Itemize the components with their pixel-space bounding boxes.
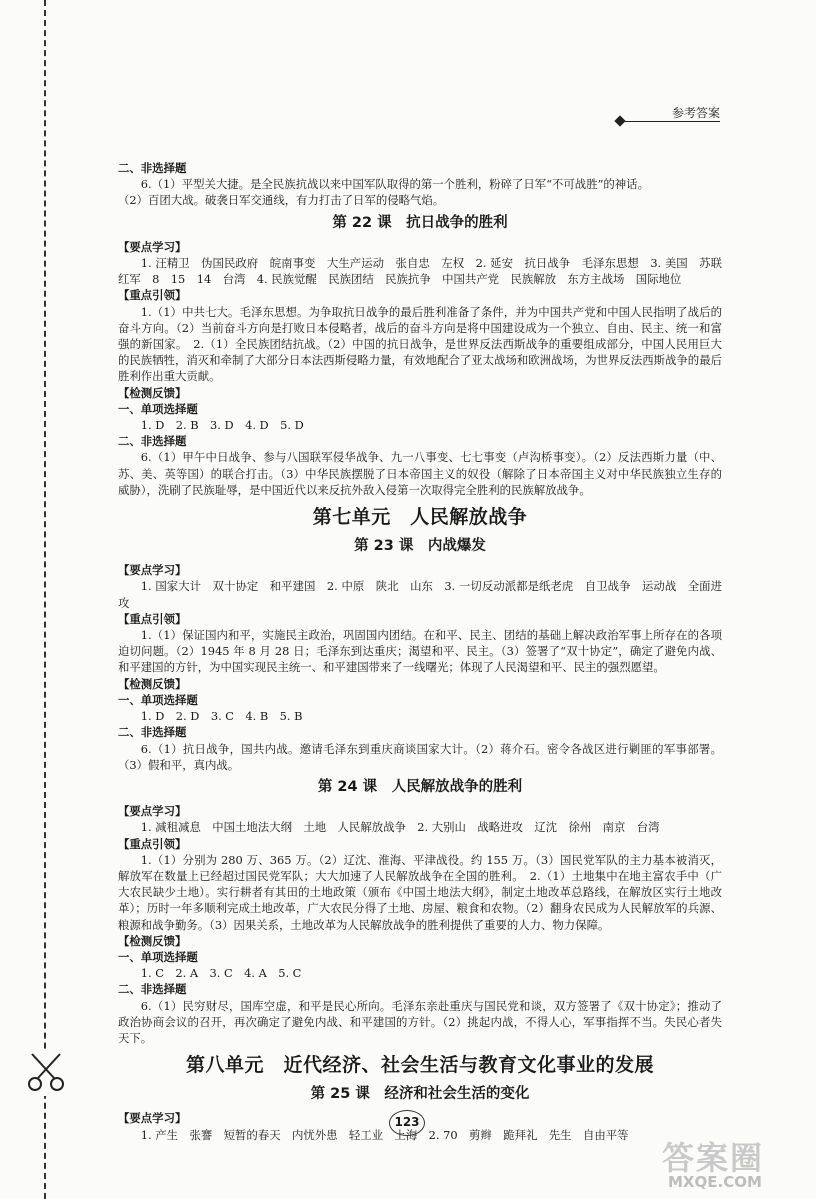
watermark-url: MXQE.COM [668, 1173, 762, 1191]
answer-paragraph: 1. D 2. D 3. C 4. B 5. B [140, 709, 303, 724]
page-header [620, 104, 720, 122]
answer-paragraph: 1.（1）分别为 280 万、365 万。（2）辽沈、淮海、平津战役。约 155 万。（3）国民党军队的主力基本被消灭，解放军在数量上已经超过国民党军队；大大加速了人民解放战争在全国的胜利。 2.（1）土地集中在地主富农手中（广大农民缺少土地）。实行耕者有其田的土地政策（颁布《中国土地法大纲》，制定土地改革总路线，在解放区实行土地改革）；历时一年多顺利完成土地改革，广大农民分得了土地、房屋、粮食和农物。（2）翻身农民成为人民解放军的兵源、粮源和战争勤务。（3）因果关系，土地改革为人民解放战争的胜利提供了重要的人力、物力保障。 [118, 852, 722, 932]
header-rule [620, 121, 720, 122]
answer-paragraph: 1. 汪精卫 伪国民政府 皖南事变 大生产运动 张自忠 左权 2. 延安 抗日战争 毛泽东思想 3. 美国 苏联红军 8 15 14 台湾 4. 民族觉醒 民族团结 民族抗争 中国共产党 民族解放 东方主战场 国际地位 [118, 256, 722, 287]
section-heading: 一、单项选择题 [118, 692, 198, 707]
diamond-icon [614, 115, 625, 126]
watermark-logo [662, 1133, 812, 1193]
section-heading: 二、非选择题 [118, 725, 187, 740]
answer-paragraph: 1.（1）中共七大。毛泽东思想。为争取抗日战争的最后胜利准备了条件，并为中国共产党和中国人民指明了战后的奋斗方向。（2）当前奋斗方向是打败日本侵略者，战后的奋斗方向是将中国建设成为一个独立、自由、民主、统一和富强的新国家。 2.（1）全民族团结抗战。（2）中国的抗日战争，是世界反法西斯战争的重要组成部分，中国人民用巨大的民族牺牲，消灭和牵制了大部分日本法西斯侵略力量，有效地配合了亚太战场和欧洲战场，为世界反法西斯战争的最后胜利作出重大贡献。 [118, 304, 722, 384]
section-heading: 【要点学习】 [118, 804, 187, 819]
answer-paragraph: 1. 产生 张謇 短暂的春天 内忧外患 轻工业 上海 2. 70 剪辫 跪拜礼 先生 自由平等 [140, 1127, 629, 1142]
answer-paragraph: 1. C 2. A 3. C 4. A 5. C [140, 966, 302, 981]
lesson-title: 第 25 课 经济和社会生活的变化 [310, 1086, 530, 1103]
answer-paragraph: 6.（1）民穷财尽，国库空虚，和平是民心所向。毛泽东亲赴重庆与国民党和谈，双方签署了《双十协定》；推动了政治协商会议的召开，再次确定了避免内战、和平建国的方针。（2）挑起内战，不得人心，军事指挥不当。失民心者失天下。 [118, 998, 722, 1045]
unit-title: 第八单元 近代经济、社会生活与教育文化事业的发展 [185, 1054, 654, 1077]
section-heading: 【要点学习】 [118, 1111, 187, 1126]
answer-paragraph: 6.（1）抗日战争，国共内战。邀请毛泽东到重庆商谈国家大计。（2）蒋介石。密令各战区进行剿匪的军事部署。（3）假和平，真内战。 [118, 741, 722, 772]
answer-content [118, 160, 722, 1143]
lesson-title: 第 23 课 内战爆发 [354, 538, 486, 555]
answer-paragraph: 1.（1）保证国内和平，实施民主政治，巩固国内团结。在和平、民主、团结的基础上解决政治军事上所存在的各项迫切问题。（2）1945 年 8 月 28 日；毛泽东到达重庆；渴望和平、民主。（3）签署了“双十协定”，确定了避免内战、和平建国的方针，为中国实现民主统一、和平建国带来了一线曙光；体现了人民渴望和平、民主的强烈愿望。 [118, 628, 722, 675]
section-heading: 【检测反馈】 [118, 676, 187, 691]
page-number [389, 1110, 425, 1136]
section-heading: 一、单项选择题 [118, 949, 198, 964]
lesson-title: 第 24 课 人民解放战争的胜利 [317, 778, 523, 795]
cut-line [44, 0, 46, 1199]
section-heading: 【检测反馈】 [118, 385, 187, 400]
unit-title: 第七单元 人民解放战争 [312, 506, 528, 529]
page-number-text: 123 [394, 1115, 420, 1129]
section-heading: 【重点引领】 [118, 611, 187, 626]
answer-paragraph: 6.（1）平型关大捷。是全民族抗战以来中国军队取得的第一个胜利，粉碎了日军“不可战胜”的神话。 [140, 177, 649, 192]
section-heading: 二、非选择题 [118, 434, 187, 449]
section-heading: 【检测反馈】 [118, 933, 187, 948]
section-heading: 二、非选择题 [118, 982, 187, 997]
section-heading: 【要点学习】 [118, 239, 187, 254]
watermark-title: 答案圈 [662, 1139, 765, 1177]
scissors-icon [26, 1052, 66, 1096]
answer-paragraph: 6.（1）甲午中日战争、参与八国联军侵华战争、九一八事变、七七事变（卢沟桥事变）。（2）反法西斯力量（中、苏、美、英等国）的联合打击。（3）中华民族摆脱了日本帝国主义的奴役（解除了日本帝国主义对中华民族独立生存的威胁），洗刷了民族耻辱，是中国近代以来反抗外敌入侵第一次取得完全胜利的民族解放战争。 [118, 450, 722, 497]
answer-paragraph: （2）百团大战。破袭日军交通线，有力打击了日军的侵略气焰。 [118, 193, 445, 208]
header-label: 参考答案 [671, 106, 720, 120]
answer-paragraph: 1. 国家大计 双十协定 和平建国 2. 中原 陕北 山东 3. 一切反动派都是纸老虎 自卫战争 运动战 全面进攻 [118, 579, 722, 610]
section-heading: 【要点学习】 [118, 563, 187, 578]
section-heading: 一、单项选择题 [118, 401, 198, 416]
answer-paragraph: 1. 减租减息 中国土地法大纲 土地 人民解放战争 2. 大别山 战略进攻 辽沈 徐州 南京 台湾 [140, 820, 660, 835]
answer-paragraph: 1. D 2. B 3. D 4. D 5. D [140, 418, 304, 433]
lesson-title: 第 22 课 抗日战争的胜利 [332, 214, 508, 231]
section-heading: 二、非选择题 [118, 161, 187, 175]
section-heading: 【重点引领】 [118, 288, 187, 303]
section-heading: 【重点引领】 [118, 836, 187, 851]
